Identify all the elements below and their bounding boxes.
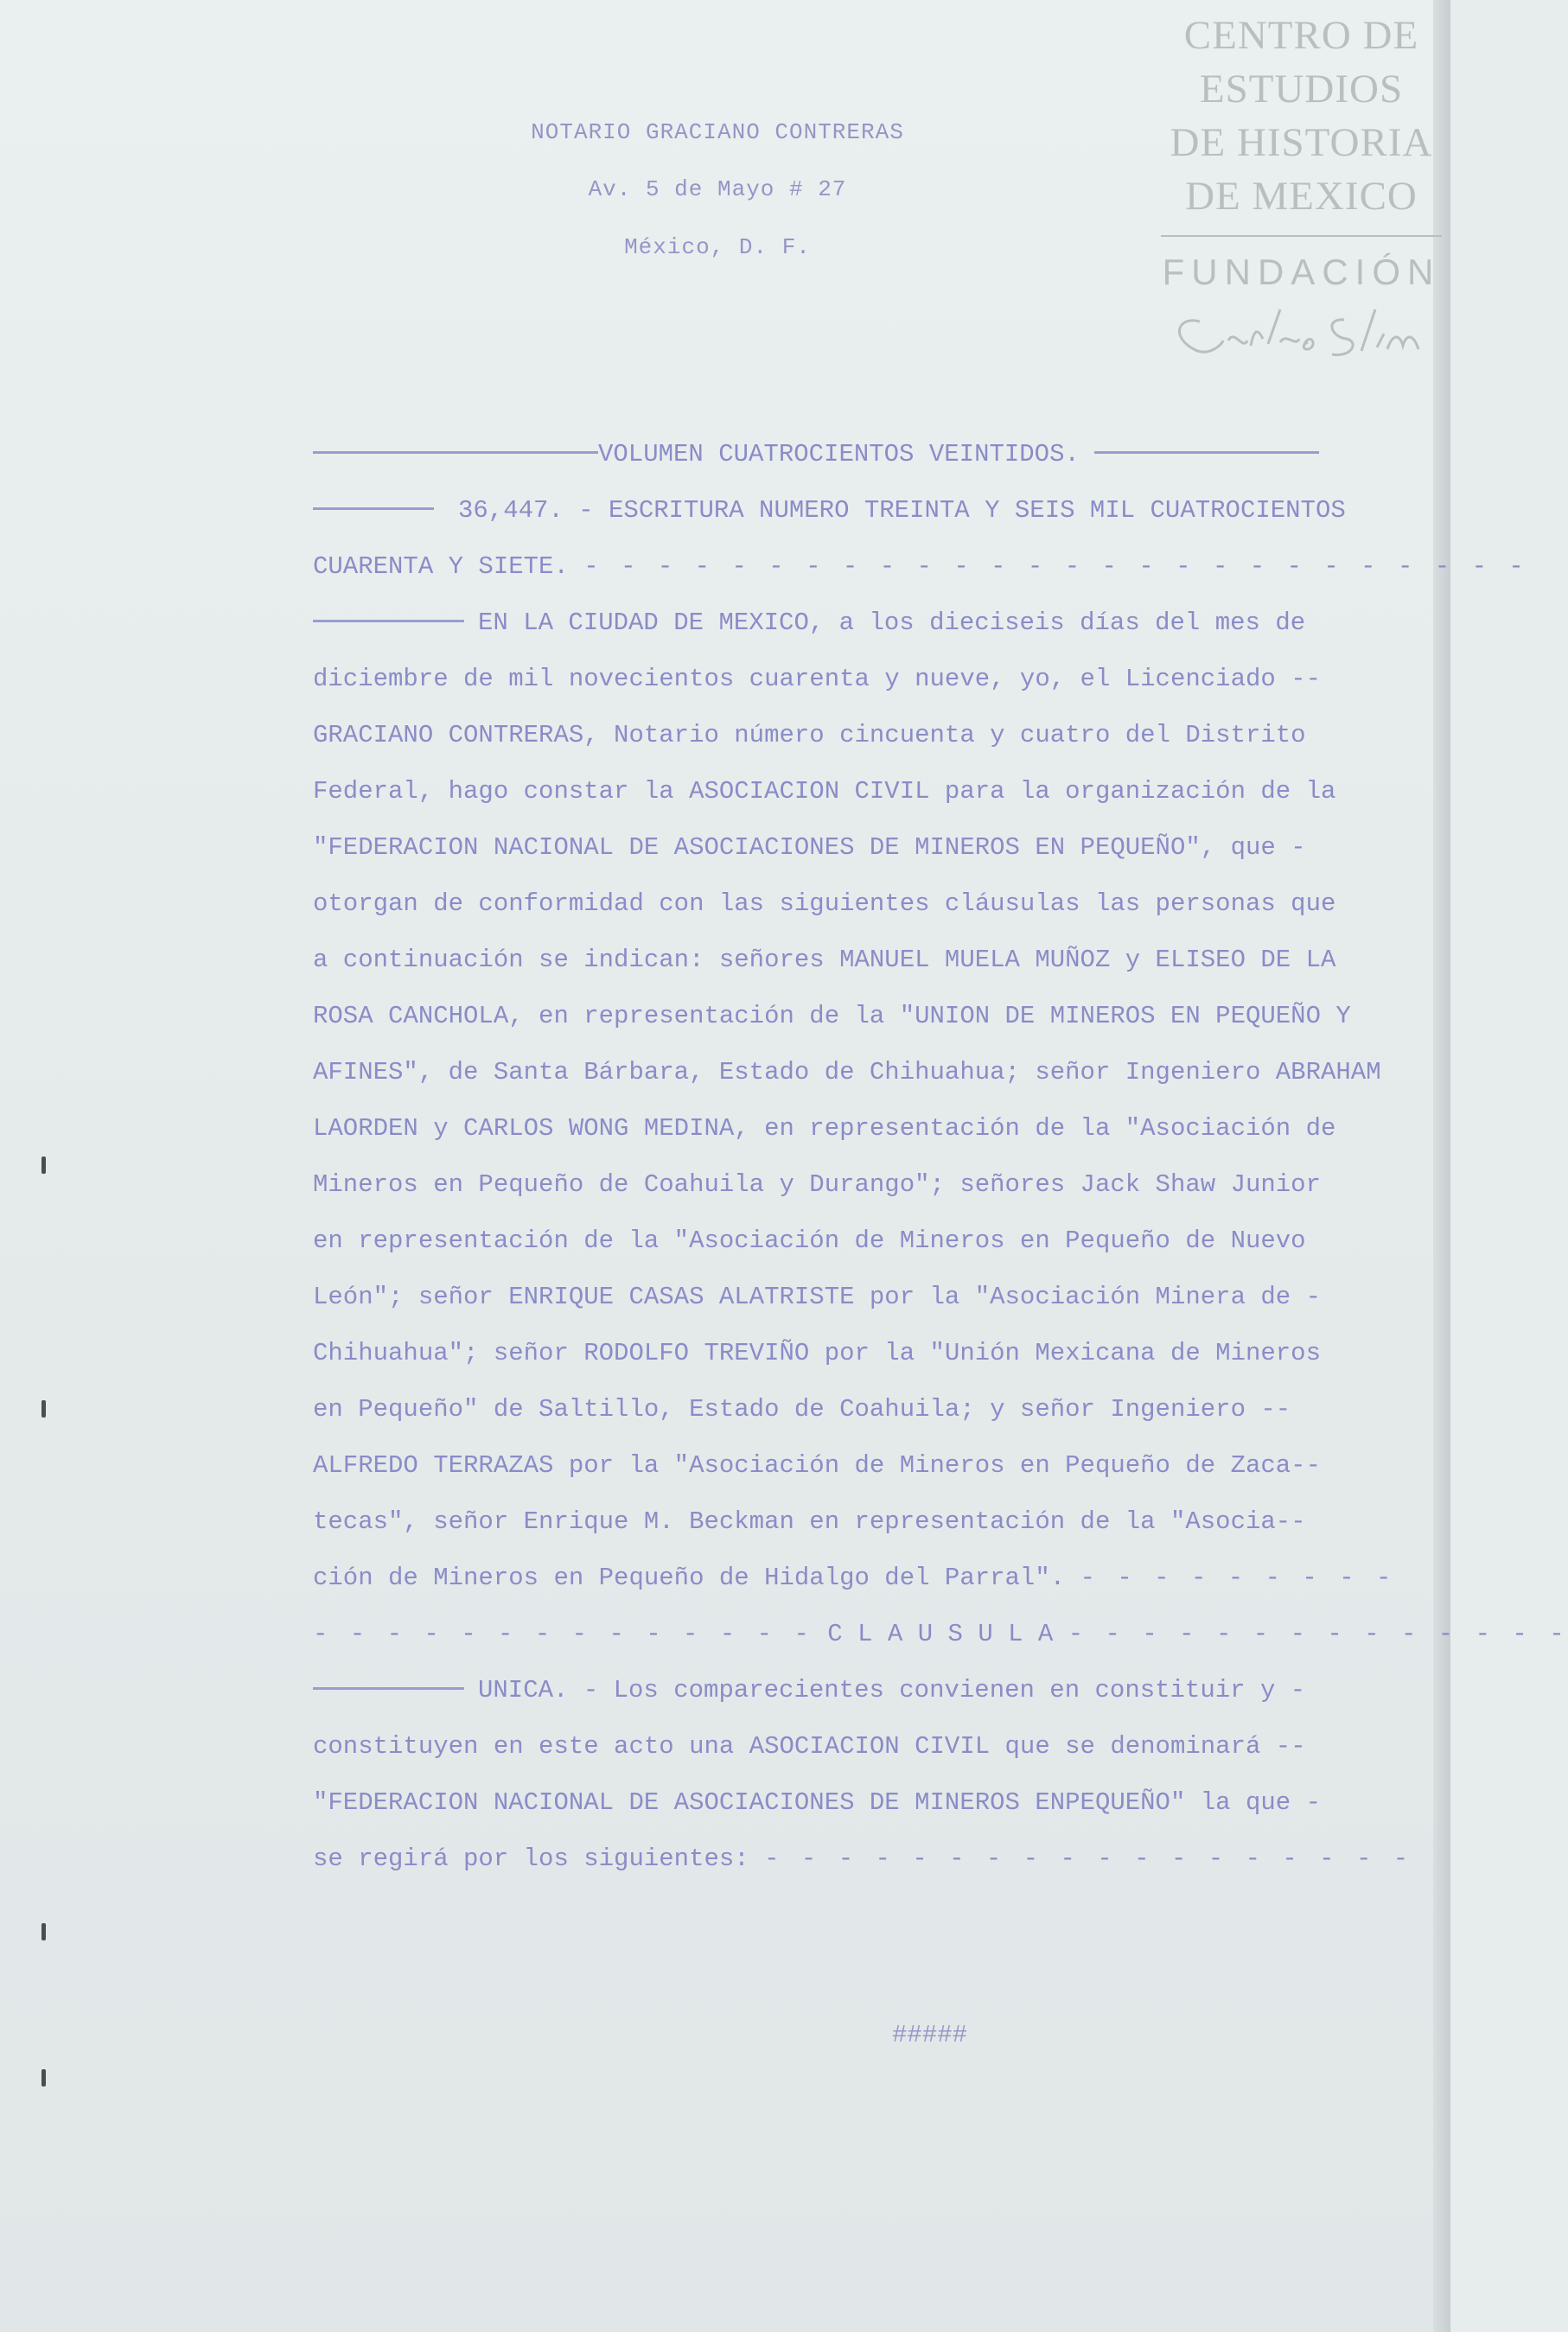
filler-dash: - xyxy=(1291,1507,1306,1536)
paragraph-line: Mineros en Pequeño de Coahuila y Durango"; señores Jack Shaw Junior xyxy=(313,1170,1321,1199)
text-line xyxy=(313,651,1321,707)
text-line xyxy=(313,1269,1321,1325)
text-line xyxy=(313,482,1346,538)
paragraph-line: en Pequeño" de Saltillo, Estado de Coahuila; y señor Ingeniero xyxy=(313,1395,1246,1424)
clause-heading: C L A U S U L A xyxy=(827,1620,1054,1648)
filler-dash: - xyxy=(1305,1788,1321,1817)
watermark-line: DE HISTORIA xyxy=(1170,120,1433,165)
filler-dash: -- xyxy=(1275,1732,1306,1761)
paragraph-line: LAORDEN y CARLOS WONG MEDINA, en representación de la "Asociación de xyxy=(313,1114,1336,1143)
paragraph-line: en representación de la "Asociación de Mineros en Pequeño de Nuevo xyxy=(313,1227,1306,1255)
filler-dash xyxy=(313,1687,464,1690)
text-line xyxy=(313,763,1336,819)
notary-name: NOTARIO GRACIANO CONTRERAS xyxy=(531,119,904,145)
filler-dash: - - - - - - - - - - - - - - - - - - - - - - - - - - xyxy=(583,552,1527,581)
text-line xyxy=(313,1213,1316,1269)
filler-dash: - xyxy=(1305,1451,1321,1480)
paragraph-line: Federal, hago constar la ASOCIACION CIVIL para la organización de la xyxy=(313,777,1336,806)
text-line xyxy=(313,932,1336,988)
filler-dash: - - - - - - - - - - - - - - xyxy=(1068,1620,1568,1648)
text-line xyxy=(313,1325,1321,1381)
text-line xyxy=(313,1662,1316,1718)
deed-text xyxy=(313,426,1568,1887)
deed-number-cont: CUARENTA Y SIETE. xyxy=(313,552,569,581)
filler-dash xyxy=(313,451,598,454)
paragraph-line: constituyen en este acto una ASOCIACION CIVIL que se denominará xyxy=(313,1732,1261,1761)
deed-number: 36,447. - ESCRITURA NUMERO TREINTA Y SEIS MIL CUATROCIENTOS xyxy=(458,496,1346,525)
text-line xyxy=(313,819,1316,876)
paragraph-line: León"; señor ENRIQUE CASAS ALATRISTE por la "Asociación Minera de xyxy=(313,1283,1291,1311)
text-line xyxy=(313,876,1336,932)
paragraph-line: otorgan de conformidad con las siguientes cláusulas las personas que xyxy=(313,889,1336,918)
watermark-line: CENTRO DE xyxy=(1183,13,1419,58)
end-marks: ##### xyxy=(892,2021,968,2049)
binding-hole xyxy=(41,1400,46,1418)
text-line xyxy=(313,1381,1316,1437)
paragraph-line: ción de Mineros en Pequeño de Hidalgo del Parral". xyxy=(313,1564,1066,1592)
text-line xyxy=(313,1100,1336,1156)
volume-title: VOLUMEN CUATROCIENTOS VEINTIDOS. xyxy=(598,440,1080,468)
filler-dash: - xyxy=(1291,833,1306,862)
text-line xyxy=(313,1831,1412,1887)
paragraph-line: ROSA CANCHOLA, en representación de la "UNION DE MINEROS EN PEQUEÑO Y xyxy=(313,1002,1351,1030)
paragraph-line: a continuación se indican: señores MANUEL MUELA MUÑOZ y ELISEO DE LA xyxy=(313,946,1336,974)
filler-dash: - xyxy=(1305,1283,1321,1311)
paragraph-line: UNICA. - Los comparecientes convienen en constituir y xyxy=(478,1676,1276,1704)
signature-logo-icon xyxy=(1161,303,1442,380)
paragraph-line: AFINES", de Santa Bárbara, Estado de Chihuahua; señor Ingeniero ABRAHAM xyxy=(313,1058,1381,1086)
text-line xyxy=(313,538,1527,595)
text-line xyxy=(313,1156,1321,1213)
paragraph-line: ALFREDO TERRAZAS por la "Asociación de Mineros en Pequeño de Zaca- xyxy=(313,1451,1306,1480)
text-line xyxy=(313,1774,1321,1831)
paragraph-line: "FEDERACION NACIONAL DE ASOCIACIONES DE MINEROS EN PEQUEÑO", que xyxy=(313,833,1276,862)
filler-dash: - - - - - - - - - - - - - - - - - - xyxy=(764,1845,1412,1873)
notary-city: México, D. F. xyxy=(624,234,811,260)
text-line xyxy=(313,1550,1395,1606)
text-line xyxy=(313,1606,1568,1662)
watermark-line: ESTUDIOS xyxy=(1199,67,1404,112)
binding-hole xyxy=(41,2069,46,2087)
text-line xyxy=(313,426,1316,482)
text-line xyxy=(313,1494,1316,1550)
filler-dash xyxy=(313,507,434,510)
text-line xyxy=(313,1437,1321,1494)
text-line xyxy=(313,707,1316,763)
paragraph-line: GRACIANO CONTRERAS, Notario número cincuenta y cuatro del Distrito xyxy=(313,721,1306,749)
paragraph-line: tecas", señor Enrique M. Beckman en representación de la "Asocia- xyxy=(313,1507,1291,1536)
paragraph-line: diciembre de mil novecientos cuarenta y nueve, yo, el Licenciado xyxy=(313,665,1276,693)
filler-dash: - - - - - - - - - - - - - - xyxy=(313,1620,813,1648)
notary-address: Av. 5 de Mayo # 27 xyxy=(588,176,847,202)
filler-dash: - xyxy=(1290,1676,1306,1704)
binding-hole xyxy=(41,1156,46,1174)
text-line xyxy=(313,988,1351,1044)
filler-dash: -- xyxy=(1260,1395,1291,1424)
text-line xyxy=(313,1718,1316,1774)
paragraph-line: Chihuahua"; señor RODOLFO TREVIÑO por la "Unión Mexicana de Mineros xyxy=(313,1339,1321,1367)
filler-dash xyxy=(313,620,464,622)
text-line xyxy=(313,595,1316,651)
binding-hole xyxy=(41,1923,46,1940)
paragraph-line: se regirá por los siguientes: xyxy=(313,1845,749,1873)
filler-dash xyxy=(1094,451,1319,454)
filler-dash: - - - - - - - - - xyxy=(1080,1564,1395,1592)
filler-dash: -- xyxy=(1291,665,1321,693)
text-line xyxy=(313,1044,1381,1100)
paragraph-line: EN LA CIUDAD DE MEXICO, a los dieciseis días del mes de xyxy=(478,608,1306,637)
paragraph-line: "FEDERACION NACIONAL DE ASOCIACIONES DE MINEROS ENPEQUEÑO" la que xyxy=(313,1788,1291,1817)
watermark-foundation: FUNDACIÓN xyxy=(1162,252,1441,292)
watermark-line: DE MEXICO xyxy=(1185,174,1418,219)
